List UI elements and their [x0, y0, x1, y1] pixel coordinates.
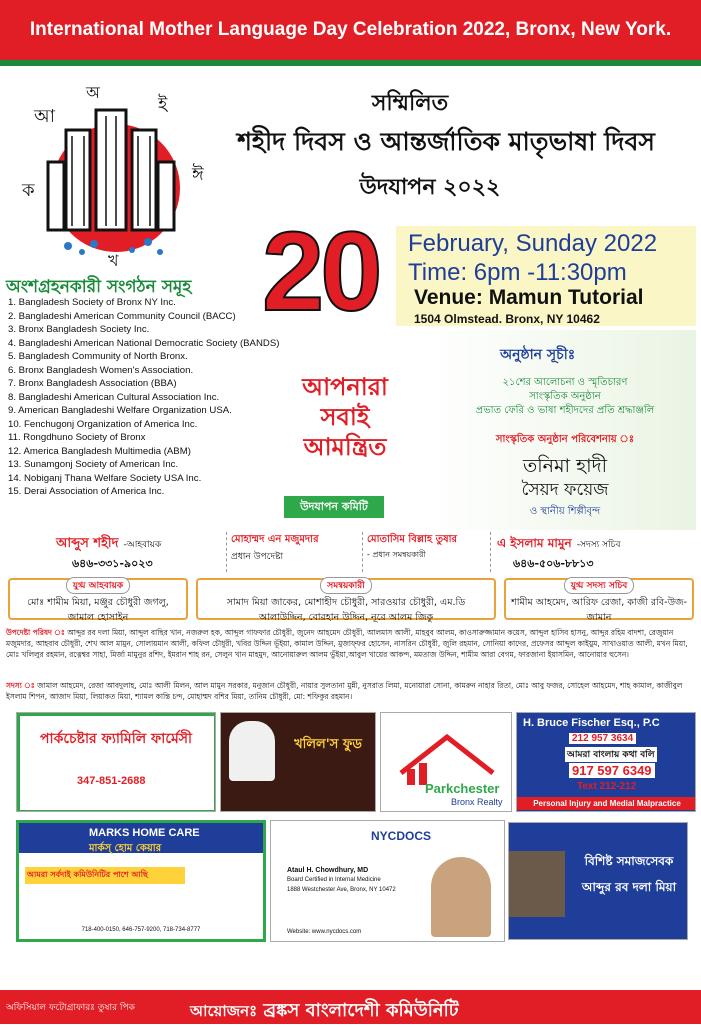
organizer [190, 996, 695, 1027]
members-paragraph [6, 680, 696, 702]
shaheed-minar-logo [8, 70, 218, 270]
performer-others: ও স্থানীয় শিল্পীবৃন্দ [529, 506, 601, 517]
program-title: অনুষ্ঠান সূচীঃ [500, 347, 576, 363]
lawyer-phone: 917 597 6349 [569, 763, 655, 778]
cultural-label: সাংস্কৃতিক অনুষ্ঠান পরিবেশনায় ঃ [495, 434, 635, 445]
event-date: February, Sunday 2022 [408, 230, 658, 257]
leader-secretary [490, 532, 696, 572]
svg-text:খ: খ [108, 251, 119, 270]
welcome-message [280, 372, 410, 462]
homecare-phone: 718-400-0150, 646-757-9200, 718-734-8777 [81, 927, 201, 933]
realty-sub: Bronx Realty [451, 797, 503, 807]
leader-phone: ৬৪৬-৫০৬-৮৮১৩ [513, 557, 594, 570]
list-item: 10. Fenchugonj Organization of America Inc. [8, 418, 198, 430]
list-item: 4. Bangladeshi American National Democratic Society (BANDS) [8, 337, 280, 349]
box-names: মোঃ শামীম মিয়া, মঞ্জুর চৌধুরী জগলু, জামাল হোসাইন [27, 597, 169, 623]
chef-image [229, 721, 275, 781]
list-item: 14. Nobiganj Thana Welfare Society USA Inc. [8, 472, 202, 484]
event-title-line2: শহীদ দিবস ও আন্তর্জাতিক মাতৃভাষা দিবস [237, 127, 655, 156]
svg-text:ঈ: ঈ [192, 164, 204, 185]
leader-phone: ৬৪৬-৩৩১-৯০২৩ [72, 557, 153, 570]
list-item: 8. Bangladeshi American Cultural Association Inc. [8, 391, 220, 403]
list-item: 6. Bronx Bangladesh Women's Association. [8, 364, 194, 376]
box-names: শামীম আহমেদ, আরিফ রেজা, কাজী রবি-উজ-জামান [511, 597, 687, 623]
svg-text:ই: ই [158, 94, 168, 115]
event-venue: Venue: Mamun Tutorial [414, 286, 644, 309]
program-item: সাংস্কৃতিক অনুষ্ঠান [529, 391, 601, 402]
leader-name: মোতাসিম বিল্লাহ তুষার [367, 534, 458, 545]
leader-role: -আহবায়ক [123, 540, 162, 550]
advisors-paragraph [6, 627, 696, 660]
joint-convener-box [8, 578, 188, 623]
joint-secretary-box [504, 578, 694, 623]
leader-role: -সদস্য সচিব [576, 540, 621, 550]
members-label: সদস্য ঃ [6, 681, 35, 690]
list-item: 12. America Bangladesh Multimedia (ABM) [8, 445, 191, 457]
leader-chief-coordinator [362, 532, 484, 572]
list-item: 3. Bronx Bangladesh Society Inc. [8, 324, 150, 335]
leaders-row [0, 532, 701, 572]
box-title: সমন্বয়কারী [320, 577, 371, 594]
list-item: 5. Bangladesh Community of North Bronx. [8, 351, 188, 362]
lawyer-bangla: আমরা বাংলায় কথা বলি [565, 747, 657, 762]
leader-role: - প্রধান সমন্বয়কারী [367, 550, 426, 559]
lawyer-name: H. Bruce Fischer Esq., P.C [523, 717, 660, 729]
header-banner [0, 0, 701, 60]
event-title-line3: উদযাপন ২০২২ [359, 174, 501, 200]
leader-role: প্রধান উপদেষ্টা [231, 552, 284, 562]
list-item: 15. Derai Association of America Inc. [8, 486, 165, 497]
social-line: বিশিষ্ট সমাজসেবক [584, 854, 674, 868]
event-address: 1504 Olmstead. Bronx, NY 10462 [414, 312, 600, 326]
committee-badge: উদযাপন কমিটি [284, 496, 384, 518]
members-text: জামাল আহমেদ, রেজা আবদুলাহ, মোঃ আলী মিলন, আল মামুন সরকার, মনুজান চৌধুরী, নায়ার সুলতানা মুন্নী, নুসরাত লিমা, মনোয়ারা সোনা, কামরুন নাহার রিতা, মোঃ আবু ফজর, সোহেল আহমেদ, শাহ কামাল, কাজীবুল ইসলাম শিপন, আজাদ মিয়া, লিয়াকত মিয়া, শ্যামল কান্তি চন্দ, মোহাম্মদ বশির মিয়া, তানিম চৌধুরী, মো: শফিকুর রহমান। [6, 681, 683, 701]
homecare-ad[interactable] [16, 820, 266, 942]
event-time: Time: 6pm -11:30pm [408, 259, 627, 286]
doctor-address: 1888 Westchester Ave, Bronx, NY 10472 [287, 887, 396, 893]
welcome-line: আপনারা [302, 372, 388, 401]
list-item: 1. Bangladesh Society of Bronx NY Inc. [8, 297, 176, 308]
day-number: 20 [262, 209, 379, 334]
leader-chief-advisor [226, 532, 356, 572]
doctor-name: Ataul H. Chowdhury, MD [287, 867, 369, 874]
leader-name: মোহাম্মদ এন মজুমদার [231, 534, 319, 545]
performer-name: সৈয়দ ফয়েজ [521, 480, 609, 500]
organizer-name: ব্রঙ্কস বাংলাদেশী কমিউনিটি [263, 1000, 459, 1021]
lawyer-phone: 212 957 3634 [569, 733, 636, 744]
performer-name: তনিমা হাদী [522, 455, 608, 477]
program-item: প্রভাত ফেরি ও ভাষা শহীদদের প্রতি শ্রদ্ধাঞ্জলি [475, 405, 655, 416]
organizations-list [8, 296, 298, 499]
homecare-tagline: আমরা সর্বদাই কমিউনিটির পাশে আছি [25, 867, 185, 884]
lawyer-ad[interactable] [516, 712, 696, 812]
welcome-line: সবাই [320, 402, 370, 431]
advisors-text: আব্দুর রব দলা মিয়া, আব্দুল বাছির খান, নজরুল হক, আব্দুল গাফফার চৌধুরী, জুনেদ আহমেদ চৌধুরী, আলমাস আলী, মাহবুব আলম, কাওসারুজ্জামান কয়েস, আব্দুল হাসিব হাসনু, আব্দুর রহিম বাদশা, রেজুয়ান মজুমদার, আহবাব চৌধুরী, শেখ আল মামুন, সোলায়মান আলী, কফিল চৌধুরী, খবির উদ্দিন ভূঁইয়া, কামাল উদ্দিন, মুজাফ্ফর হোসেন, নাসরিন চৌধুরী, জুলি রহমান, সোনিয়া কাদের, প্রফেসর আব্দুল কাইয়ুম, সাখাওয়াত আলী, মখন মিয়া, মোঃ খলিলুর রহমান, রত্নেশ্বর সাহা, মির্জা মামুনুর রশিদ, ইমরান শাহ রন, সেলুন খান মাহমুদ, আনোয়ারুল আলম ভুঁইয়া,আবুল খায়ের আকন্দ, মমতাজ উদ্দিন, শামীম আরা বেগম, ফারজানা ইয়াসমিন, আনোয়ার হুসেন। [6, 628, 688, 659]
pharmacy-phone: 347-851-2688 [77, 775, 146, 787]
list-item: 2. Bangladeshi American Community Council (BACC) [8, 310, 236, 322]
list-item: 7. Bronx Bangladesh Association (BBA) [8, 378, 177, 389]
pharmacy-name: পার্কচেষ্টার ফ্যামিলি ফার্মেসী [40, 731, 192, 747]
box-names: সামাদ মিয়া জাকের, মোশাহীদ চৌধুরী, সারওয়ার চৌধুরী, এম.ডি আলাউদ্দিন, বোরহান উদ্দিন, নূরে আলম জিকু [226, 597, 466, 623]
box-title: যুগ্ম আহবায়ক [66, 577, 130, 594]
welcome-line: আমন্ত্রিত [303, 432, 387, 461]
header-divider [0, 60, 701, 66]
doctor-website: Website: www.nycdocs.com [287, 929, 362, 935]
food-ad[interactable] [220, 712, 376, 812]
homecare-bn: মার্কস্ হোম কেয়ার [89, 843, 162, 854]
box-title: যুগ্ম সদস্য সচিব [564, 577, 635, 594]
program-item: ২১শের আলোচনা ও স্মৃতিচারণ [502, 377, 628, 388]
svg-text:আ: আ [34, 106, 55, 127]
realty-name: Parkchester [425, 781, 500, 796]
leader-name: এ ইসলাম মামুন [497, 536, 572, 550]
doctor-title: Board Certified in Internal Medicine [287, 877, 381, 883]
advisors-label: উপদেষ্টা পরিষদ ঃ [6, 628, 65, 637]
header-title: International Mother Language Day Celebration 2022, Bronx, New York. [29, 19, 672, 40]
photographer-credit: অফিসিয়াল ফটোগ্রাফারঃ তুষার পিক [6, 1003, 135, 1013]
nycdocs-name: NYCDOCS [371, 829, 432, 843]
organizations-title: অংশগ্রহনকারী সংগঠন সমূহ [6, 277, 192, 297]
homecare-name: MARKS HOME CARE [89, 827, 200, 839]
lawyer-tag: Personal Injury and Medial Malpractice [517, 797, 696, 810]
list-item: 9. American Bangladeshi Welfare Organization USA. [8, 405, 232, 416]
organizer-label: আয়োজনঃ [190, 1002, 258, 1020]
list-item: 11. Rongdhuno Society of Bronx [8, 432, 146, 443]
social-line: আব্দুর রব দলা মিয়া [581, 880, 677, 894]
leader-convener [56, 532, 216, 572]
coordinators-box [196, 578, 496, 623]
doctor-photo [431, 857, 491, 937]
food-name: খলিল'স ফুড [294, 737, 362, 752]
svg-text:অ: অ [86, 83, 100, 102]
svg-text:ক: ক [22, 180, 35, 201]
event-title-line1: সম্মিলিত [371, 90, 449, 116]
list-item: 13. Sunamgonj Society of American Inc. [8, 459, 179, 470]
leader-name: আব্দুস শহীদ [56, 536, 119, 551]
social-worker-ad [508, 822, 688, 940]
lawyer-text: Text 212-212 [577, 781, 637, 792]
nycdocs-ad[interactable] [270, 820, 505, 942]
realty-ad[interactable] [380, 712, 512, 812]
social-worker-photo [509, 851, 565, 917]
pharmacy-ad[interactable] [16, 712, 216, 812]
